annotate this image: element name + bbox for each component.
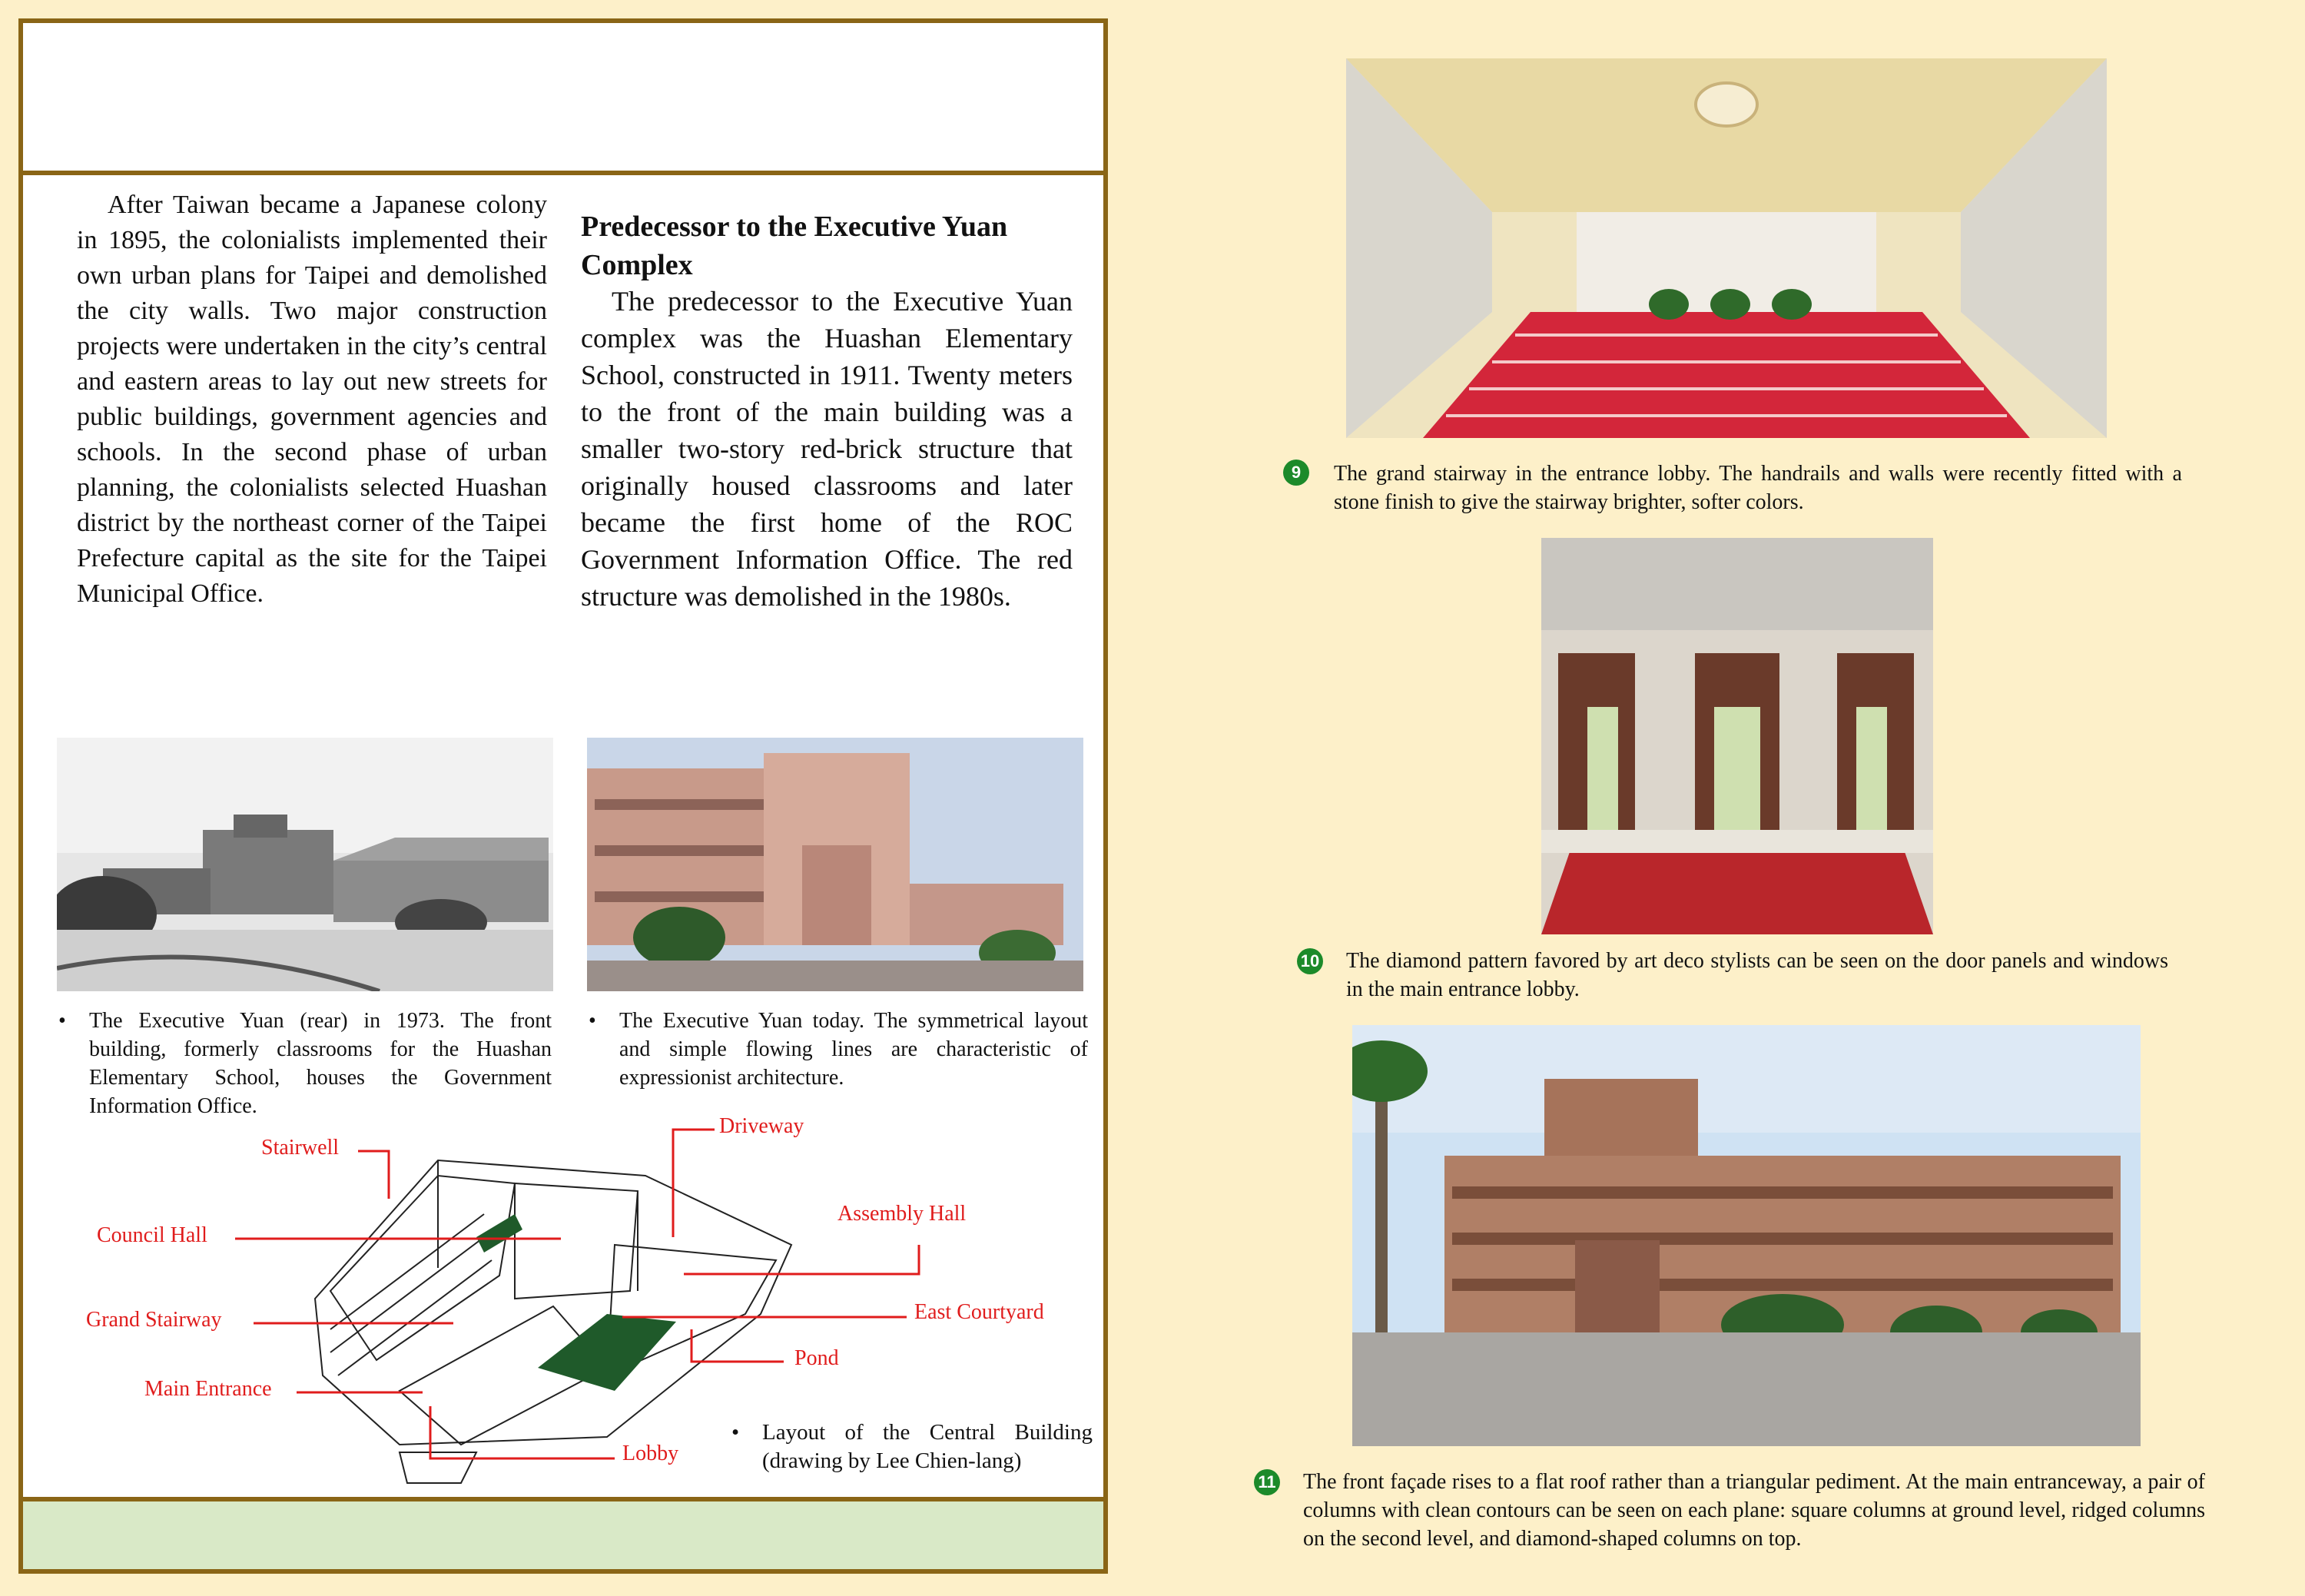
bullet: •: [58, 1009, 66, 1033]
label-grand-stairway: Grand Stairway: [86, 1308, 222, 1332]
left-page: [18, 18, 1108, 1574]
section-body: The predecessor to the Executive Yuan complex was the Huashan Elementary School, constructed in 1911. Twenty meters to the front of the main building was a smaller two-story red-brick structure that originally housed classrooms and later became the first home of the ROC Government Information Office. The red structure was demolished in the 1980s.: [581, 286, 1073, 612]
label-stairwell: Stairwell: [261, 1136, 340, 1160]
caption-layout-text: Layout of the Central Building (drawing by Lee Chien-lang): [762, 1420, 1093, 1473]
caption-front-facade: The front façade rises to a flat roof rather than a triangular pediment. At the main entranceway, a pair of columns with clean contours can be seen on each plane: square columns at ground level, ridged columns on the second level, and diamond-shaped columns on top.: [1303, 1470, 2205, 1551]
section-title: Predecessor to the Executive Yuan Complex: [581, 211, 1008, 281]
bullet: •: [731, 1420, 740, 1445]
caption-entrance-lobby: The diamond pattern favored by art deco stylists can be seen on the door panels and windows in the main entrance lobby.: [1346, 949, 2168, 1001]
intro-paragraph: After Taiwan became a Japanese colony in 1895, the colonialists implemented their own urban plans for Taipei and demolished the city walls. Two major construction projects were undertaken in the city’s central and eastern areas to lay out new streets for public buildings, government agencies and schools. In the second phase of urban planning, the colonialists selected Huashan district by the northeast corner of the Taipei Prefecture capital as the site for the Taipei Municipal Office.: [77, 191, 547, 608]
caption-1973-text: The Executive Yuan (rear) in 1973. The front building, formerly classrooms for the Huashan Elementary School, houses the Government Information Office.: [89, 1009, 552, 1118]
label-main-entrance: Main Entrance: [144, 1377, 272, 1401]
figure-number-10: 10: [1297, 948, 1323, 974]
figure-number-9: 9: [1283, 460, 1309, 486]
label-driveway: Driveway: [719, 1114, 804, 1138]
entrance-lobby-photo: [1541, 538, 1933, 934]
diagram-leader-lines: [23, 23, 1103, 1568]
grand-stairway-photo: [1346, 58, 2107, 438]
label-pond: Pond: [794, 1346, 839, 1370]
label-lobby: Lobby: [622, 1442, 679, 1465]
caption-grand-stairway: The grand stairway in the entrance lobby. The handrails and walls were recently fitted with a stone finish to give the stairway brighter, softer colors.: [1334, 462, 2182, 514]
front-facade-photo: [1352, 1025, 2141, 1446]
figure-number-11: 11: [1254, 1469, 1280, 1495]
caption-layout: [731, 1418, 1093, 1475]
label-east-courtyard: East Courtyard: [914, 1300, 1044, 1324]
bullet: •: [589, 1009, 596, 1033]
label-assembly-hall: Assembly Hall: [837, 1202, 967, 1226]
caption-today-text: The Executive Yuan today. The symmetrical layout and simple flowing lines are characteristic of expressionist architecture.: [619, 1009, 1088, 1090]
label-council-hall: Council Hall: [97, 1223, 207, 1247]
